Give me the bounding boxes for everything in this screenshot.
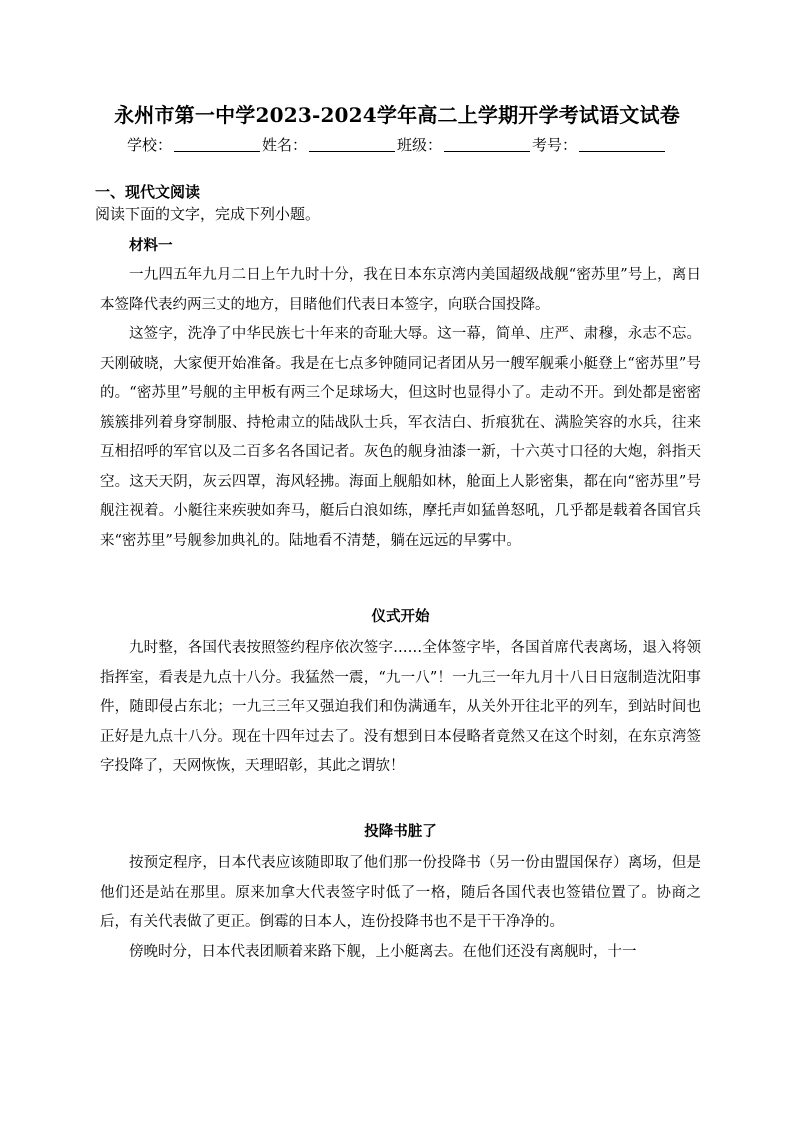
paragraph: 一九四五年九月二日上午九时十分，我在日本东京湾内美国超级战舰“密苏里”号上，离日本签降代表约两三丈的地方，目睹他们代表日本签字，向联合国投降。 xyxy=(100,267,701,313)
number-blank[interactable] xyxy=(579,137,665,152)
section-instruction: 阅读下面的文字，完成下列小题。 xyxy=(95,205,321,223)
number-label: 考号： xyxy=(532,136,578,154)
name-blank[interactable] xyxy=(309,137,395,152)
material-body-part2 xyxy=(100,634,701,782)
student-info-line xyxy=(0,134,794,156)
subheading-surrender-document: 投降书脏了 xyxy=(364,823,437,840)
school-label: 学校： xyxy=(126,136,172,154)
paragraph: 傍晚时分，日本代表团顺着来路下舰，上小艇离去。在他们还没有离舰时，十一 xyxy=(129,943,637,960)
paragraph: 这签字，洗净了中华民族七十年来的奇耻大辱。这一幕，简单、庄严、肃穆，永志不忘。天刚破晓，大家便开始准备。我是在七点多钟随同记者团从另一艘军舰乘小艇登上“密苏里”号的。“密苏里”号舰的主甲板有两三个足球场大，但这时也显得小了。走动不开。到处都是密密簇簇排列着身穿制服、持枪肃立的陆战队士兵，军衣洁白、折痕犹在、满脸笑容的水兵，往来互相招呼的军官以及二百多名各国记者。灰色的舰身油漆一新，十六英寸口径的大炮，斜指天空。这天天阴，灰云四罩，海风轻拂。海面上舰船如林，舱面上人影密集，都在向“密苏里”号舰注视着。小艇往来疾驶如奔马，艇后白浪如练，摩托声如猛兽怒吼，几乎都是载着各国官兵来“密苏里”号舰参加典礼的。陆地看不清楚，躺在远远的早雾中。 xyxy=(100,326,701,549)
school-blank[interactable] xyxy=(174,137,260,152)
material-body-part3 xyxy=(100,849,701,967)
class-blank[interactable] xyxy=(444,137,530,152)
section-title: 一、现代文阅读 xyxy=(95,183,201,201)
material-label: 材料一 xyxy=(129,237,173,254)
paragraph: 按预定程序，日本代表应该随即取了他们那一份投降书（另一份由盟国保存）离场，但是他们还是站在那里。原来加拿大代表签字时低了一格，随后各国代表也签错位置了。协商之后，有关代表做了更正。倒霉的日本人，连份投降书也不是干干净净的。 xyxy=(100,855,701,930)
exam-title: 永州市第一中学2023-2024学年高二上学期开学考试语文试卷 xyxy=(114,103,680,127)
name-label: 姓名： xyxy=(261,136,307,154)
material-body-part1 xyxy=(100,261,701,556)
paragraph: 九时整，各国代表按照签约程序依次签字……全体签字毕，各国首席代表离场，退入将领指挥室，看表是九点十八分。我猛然一震，“九一八”！一九三一年九月十八日日寇制造沈阳事件，随即侵占东北；一九三三年又强迫我们和伪满通车，从关外开往北平的列车，到站时间也正好是九点十八分。现在十四年过去了。没有想到日本侵略者竟然又在这个时刻，在东京湾签字投降了，天网恢恢，天理昭彰，其此之谓欤！ xyxy=(100,640,701,774)
subheading-ceremony-start: 仪式开始 xyxy=(371,608,430,625)
class-label: 班级： xyxy=(397,136,443,154)
